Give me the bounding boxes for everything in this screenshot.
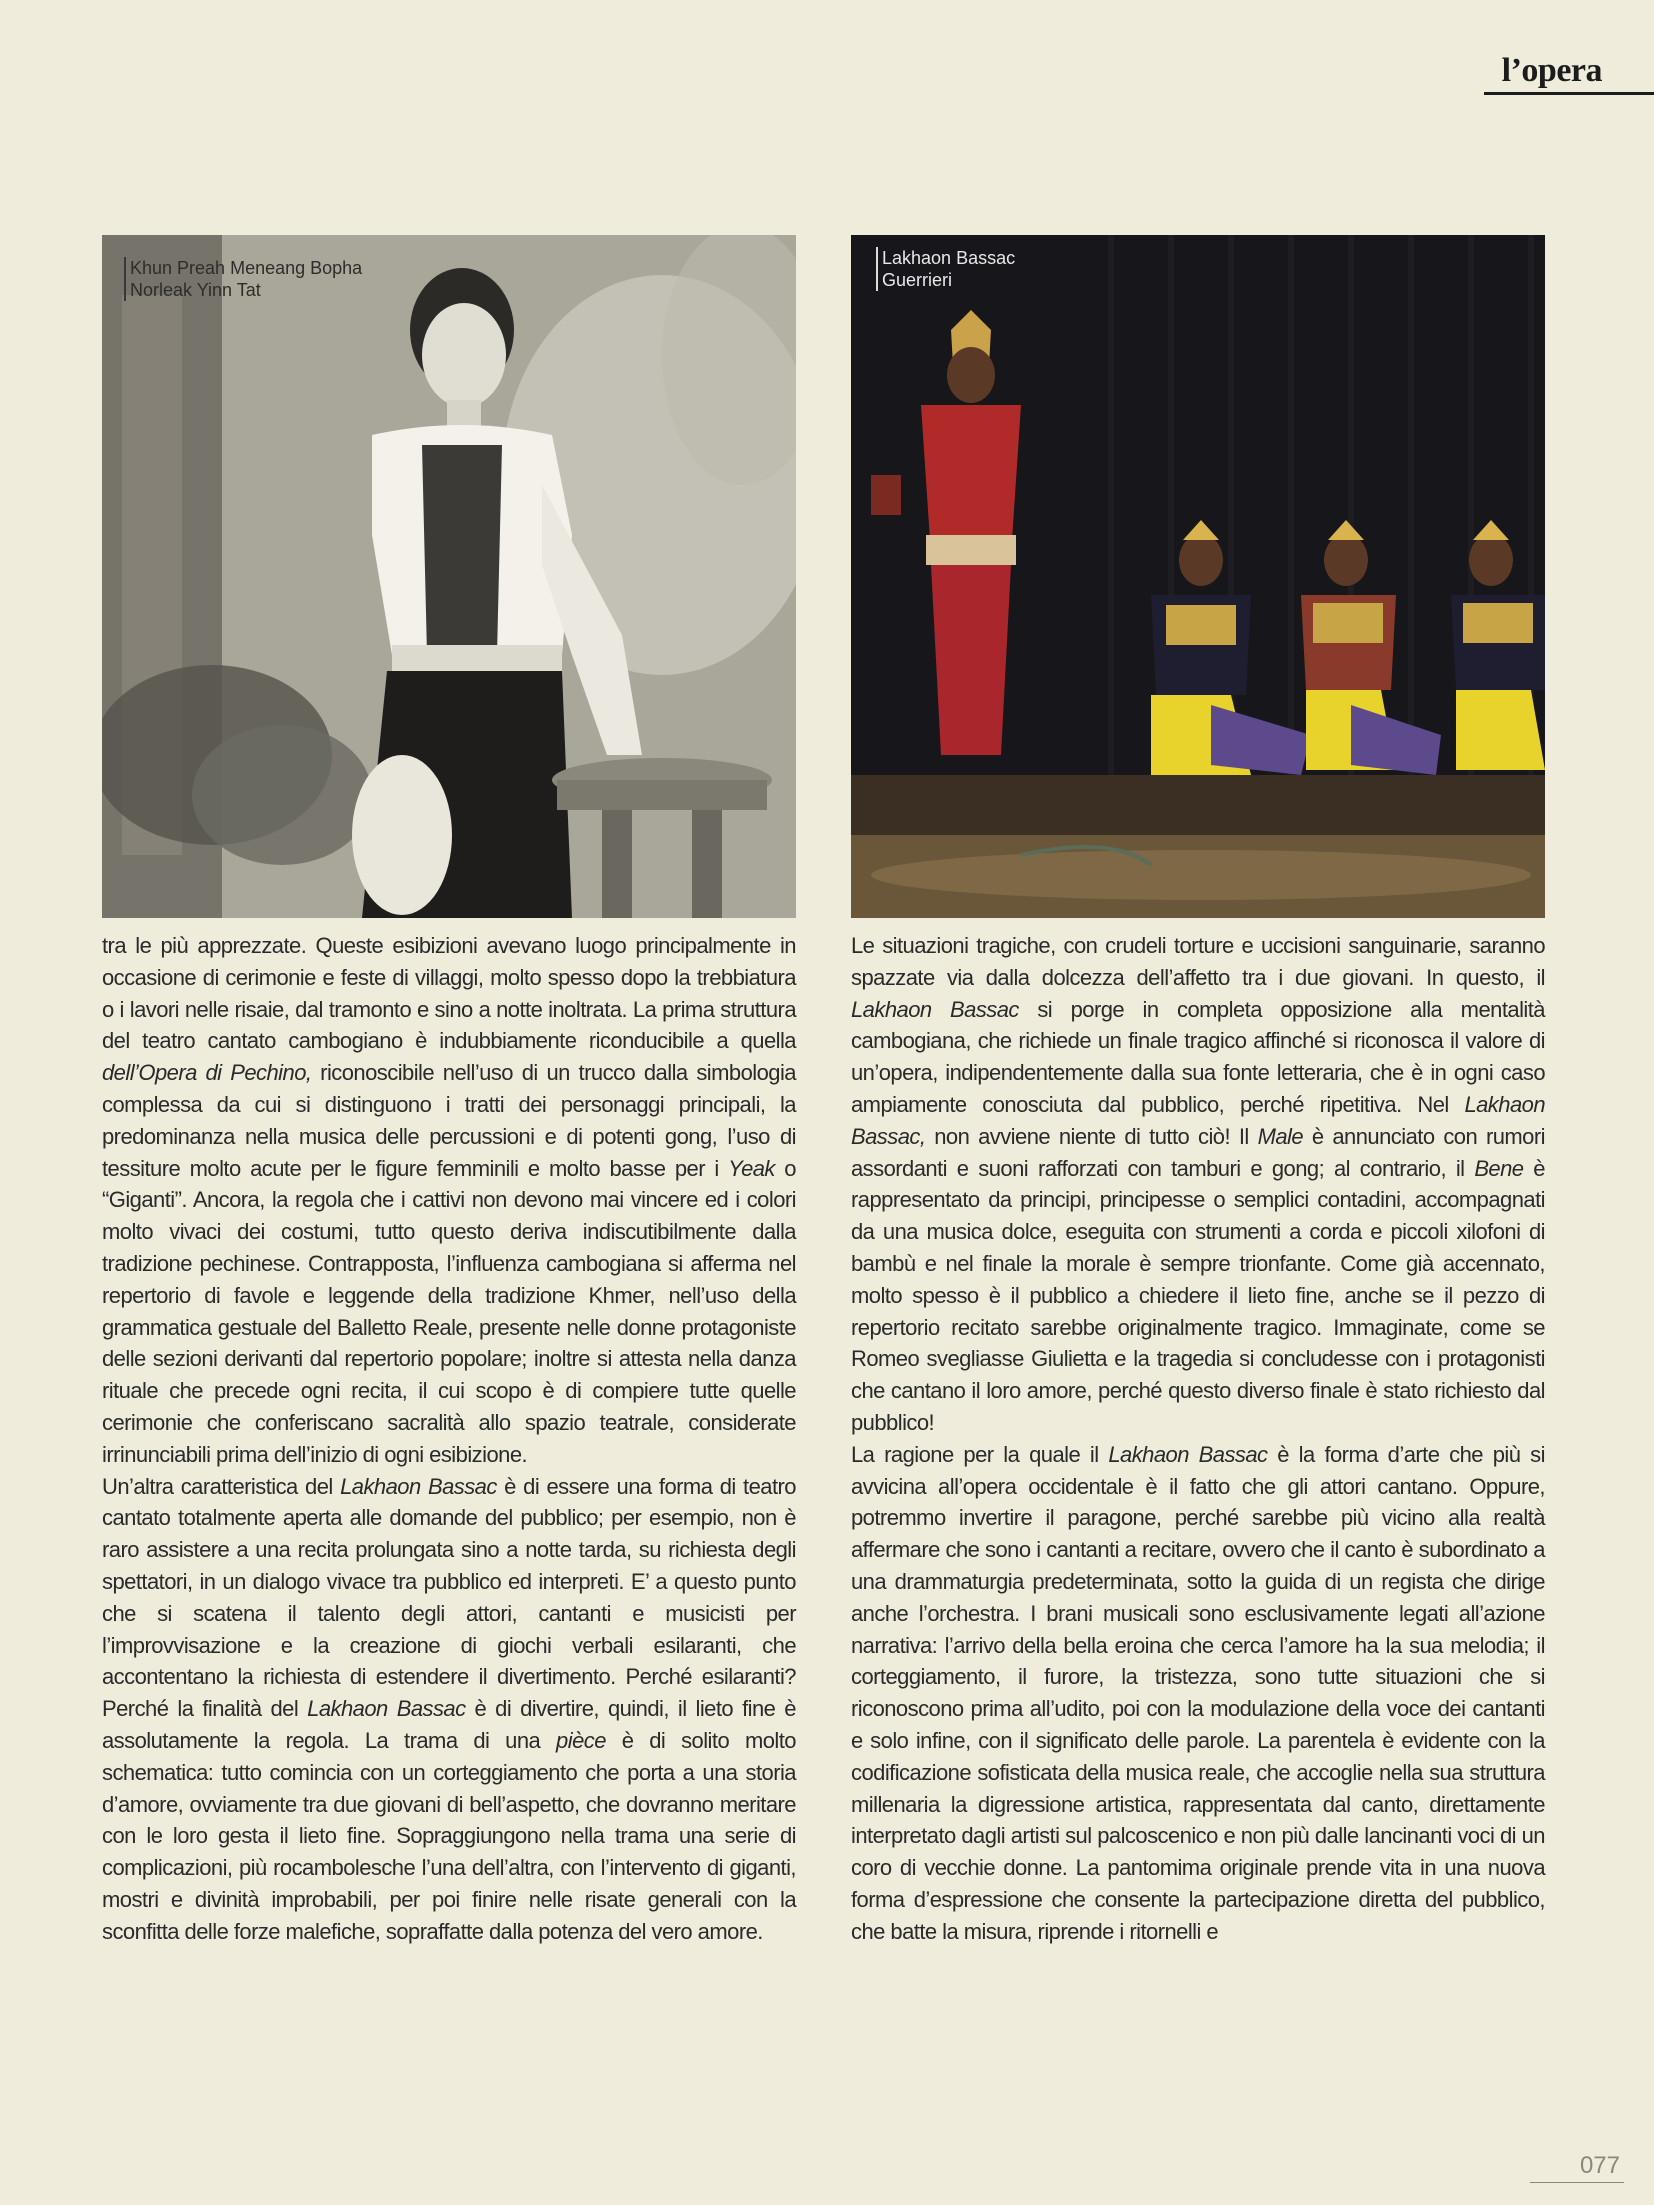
caption-line: Norleak Yinn Tat [130,280,261,300]
text-run: La ragione per la quale il [851,1441,1109,1467]
paragraph [102,1471,796,1948]
portrait-photo-illustration [102,235,796,918]
text-run: Un’altra caratteristica del [102,1473,341,1499]
italic-text: pièce [556,1727,606,1753]
caption-line: Lakhaon Bassac [882,248,1016,268]
section-title: l’opera [1501,52,1602,89]
caption-line: Guerrieri [882,270,953,290]
italic-text: Lakhaon Bassac [1108,1441,1268,1467]
portrait-photo [102,235,796,918]
italic-text: Yeak [728,1155,775,1181]
text-run: non avviene niente di tutto ciò! Il [925,1123,1258,1149]
paragraph [102,930,796,1471]
text-run: riconoscibile nell’uso di un trucco dalla simbologia complessa da cui si distinguono i tratti dei personaggi principali, la predominanza nella musica delle percussioni e di potenti gong, l’uso di tessiture molto acute per le figure femminili e molto basse per i [102,1060,796,1181]
paragraph [851,930,1545,1439]
italic-text: Lakhaon Bassac [340,1473,497,1499]
italic-text: Lakhaon Bassac [307,1696,466,1722]
photo-caption [876,247,1015,291]
text-column-right [851,930,1545,1948]
italic-text: dell’Opera di Pechino, [102,1060,312,1086]
text-run: è di solito molto schematica: tutto comincia con un corteggiamento che porta a una storia d’amore, ovviamente tra due giovani di bell’aspetto, che dovranno meritare con le loro gesta il lieto fine. Sopraggiungono nella trama una serie di complicazioni, più rocambolesche l’una dell’altra, con l’intervento di giganti, mostri e divinità improbabili, per poi finire nelle risate generali con la sconfitta delle forze malefiche, sopraffatte dalla potenza del vero amore. [102,1727,796,1944]
text-run: tra le più apprezzate. Queste esibizioni avevano luogo principalmente in occasione di cerimonie e feste di villaggi, molto spesso dopo la trebbiatura o i lavori nelle risaie, dal tramonto e sino a notte inoltrata. La prima struttura del teatro cantato cambogiano è indubbiamente riconducibile a quella [102,933,796,1054]
text-run: è di essere una forma di teatro cantato totalmente aperta alle domande del pubblico; per esempio, non è raro assistere a una recita prolungata sino a notte tarda, su richiesta degli spettatori, in un dialogo vivace tra pubblico ed interpreti. E’ a questo punto che si scatena il talento degli attori, cantanti e musicisti per l’improvvisazione e la creazione di giochi verbali esilaranti, che accontentano la richiesta di estendere il divertimento. Perché esilaranti? Perché la finalità del [102,1473,796,1722]
text-run: si porge in completa opposizione alla mentalità cambogiana, che richiede un finale tragico affinché si riconosca il valore di un’opera, indipendentemente dalla sua fonte letteraria, che è in ogni caso ampiamente conosciuta dal pubblico, perché ripetitiva. Nel [851,996,1545,1117]
caption-line: Khun Preah Meneang Bopha [130,258,363,278]
header-rule [1484,92,1654,95]
italic-text: Lakhaon Bassac [851,996,1019,1022]
italic-text: Male [1257,1123,1304,1149]
stage-photo [851,235,1545,918]
photo-caption [124,257,362,301]
italic-text: Lakhaon Bassac, [851,1091,1545,1149]
section-header [1484,52,1654,102]
text-column-left [102,930,796,1948]
italic-text: Bene [1474,1155,1524,1181]
paragraph [851,1439,1545,1948]
stage-photo-illustration [851,235,1545,918]
text-run: Le situazioni tragiche, con crudeli torture e uccisioni sanguinarie, saranno spazzate via dalla dolcezza dell’affetto tra i due giovani. In questo, il [851,933,1545,990]
text-run: o “Giganti”. Ancora, la regola che i cattivi non devono mai vincere ed i colori molto vivaci dei costumi, tutto questo deriva indiscutibilmente dalla tradizione pechinese. Contrapposta, l’influenza cambogiana si afferma nel repertorio di favole e leggende della tradizione Khmer, nell’uso della grammatica gestuale del Balletto Reale, presente nelle donne protagoniste delle sezioni derivanti dal repertorio popolare; inoltre si attesta nella danza rituale che precede ogni recita, il cui scopo è di compiere tutte quelle cerimonie che conferiscano sacralità allo spazio teatrale, considerate irrinunciabili prima dell’inizio di ogni esibizione. [102,1155,796,1467]
text-run: è rappresentato da principi, principesse o semplici contadini, accompagnati da una musica dolce, eseguita con strumenti a corda e piccoli xilofoni di bambù e nel finale la morale è sempre trionfante. Come già accennato, molto spesso è il pubblico a chiedere il lieto fine, anche se il pezzo di repertorio recitato sarebbe originalmente tragico. Immaginate, come se Romeo svegliasse Giulietta e la tragedia si concludesse con i protagonisti che cantano il loro amore, perché questo diverso finale è stato richiesto dal pubblico! [851,1155,1545,1435]
page-number: 077 [1530,2152,1624,2183]
text-run: è annunciato con rumori assordanti e suoni rafforzati con tamburi e gong; al contrario, il [851,1123,1545,1181]
text-run: è di divertire, quindi, il lieto fine è assolutamente la regola. La trama di una [102,1696,796,1753]
text-run: è la forma d’arte che più si avvicina all’opera occidentale è il fatto che gli attori cantano. Oppure, potremmo invertire il paragone, perché sarebbe più vicino alla realtà affermare che sono i cantanti a recitare, ovvero che il canto è subordinato a una drammaturgia predeterminata, sotto la guida di un regista che dirige anche l’orchestra. I brani musicali sono esclusivamente legati all’azione narrativa: l’arrivo della bella eroina che cerca l’amore ha la sua melodia; il corteggiamento, il furore, la tristezza, sono tutte situazioni che si riconoscono prima all’udito, poi con la modulazione della voce dei cantanti e solo infine, con il significato delle parole. La parentela è evidente con la codificazione sofisticata della musica reale, che accoglie nella sua struttura millenaria la digressione artistica, rappresentata dal canto, direttamente interpretato dagli artisti sul palcoscenico e non più dalle lancinanti voci di un coro di vecchie donne. La pantomima originale prende vita in una nuova forma d’espressione che consente la partecipazione diretta del pubblico, che batte la misura, riprende i ritornelli e [851,1441,1545,1944]
